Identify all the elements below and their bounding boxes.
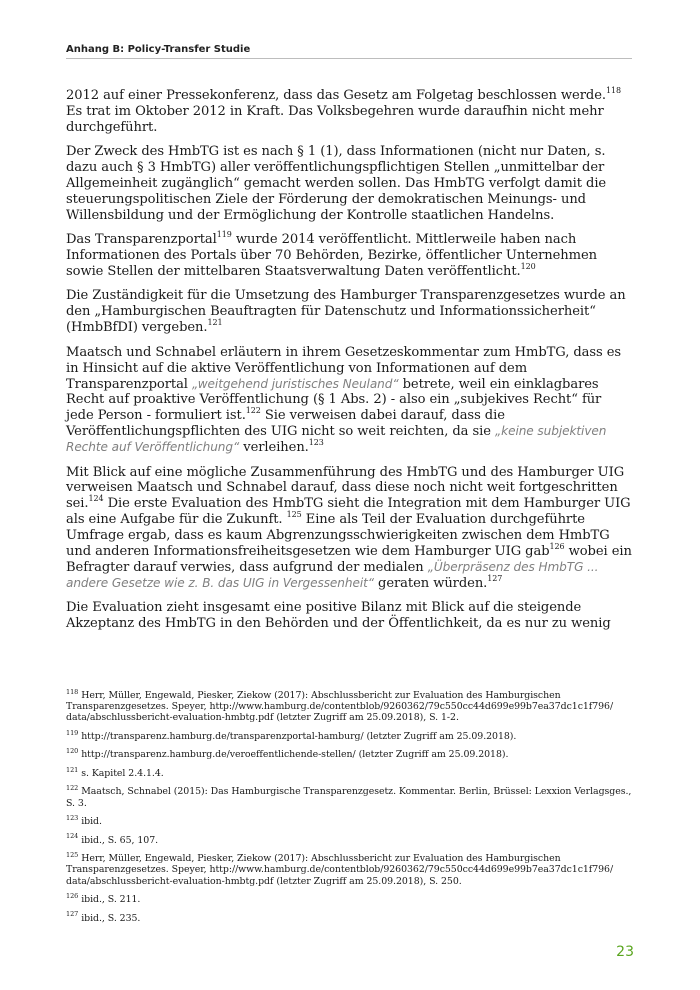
footnote-number: 125	[66, 850, 79, 859]
paragraph	[66, 288, 632, 336]
footnote	[66, 910, 632, 924]
text-run: geraten würden.	[373, 575, 488, 591]
text-run: Sie verweisen dabei darauf, dass die Veröffentlichungspflichten des UIG nicht so weit reichten, da sie	[66, 408, 505, 440]
footnote-ref[interactable]: 127	[487, 573, 503, 583]
footnote-ref[interactable]: 119	[216, 229, 232, 239]
footnote-text: ibid., S. 235.	[78, 912, 141, 924]
footnote-ref[interactable]: 124	[88, 493, 104, 503]
footnote	[66, 786, 632, 808]
footnote-ref[interactable]: 123	[308, 437, 324, 447]
footnote-number: 119	[66, 728, 79, 737]
footnote	[66, 850, 632, 887]
footnote-text: Maatsch, Schnabel (2015): Das Hamburgische Transparenzgesetz. Kommentar. Berlin, Brüssel: Lexxion Verlagsges., S. 3.	[66, 786, 632, 809]
text-run: wurde 2014 veröffentlicht. Mittlerweile haben nach Informationen des Portals über 70 Behörden, Bezirke, öffentlicher Unternehmen sowie Stellen der mittelbaren Staatsverwaltung Daten veröffentlicht.	[66, 232, 597, 280]
footnote-ref[interactable]: 125	[286, 509, 302, 519]
footnote-number: 123	[66, 813, 79, 822]
text-run: Eine als Teil der Evaluation durchgeführte Umfrage ergab, dass es kaum Abgrenzungsschwierigkeiten zwischen dem HmbTG und anderen Informationsfreiheitsgesetzen wie dem Hamburger UIG gab	[66, 512, 610, 560]
footnote-ref[interactable]: 121	[207, 317, 223, 327]
text-run: wobei ein Befragter darauf verwies, dass aufgrund der medialen	[66, 544, 632, 575]
text-run: Der Zweck des HmbTG ist es nach § 1 (1), dass Informationen (nicht nur Daten, s. dazu auch § 3 HmbTG) aller veröffentlichungspflichtigen Stellen „unmittelbar der Allgemeinheit zugänglich“ gemacht werden sollen. Das HmbTG verfolgt damit die steuerungspolitischen Ziele der Förderung der demokratischen Meinungs- und Willensbildung und der Ermöglichung der Kontrolle staatlichen Handelns.	[66, 144, 607, 223]
footnote-number: 121	[66, 765, 79, 774]
text-run: Maatsch und Schnabel erläutern in ihrem Gesetzeskommentar zum HmbTG, dass es in Hinsicht auf die aktive Veröffentlichung von Informationen auf dem Transparenzportal	[66, 344, 622, 392]
quote: „keine subjektiven Rechte auf Veröffentlichung“	[66, 424, 607, 455]
footnote	[66, 891, 632, 906]
header-divider	[66, 58, 632, 59]
text-run: 2012 auf einer Pressekonferenz, dass das Gesetz am Folgetag beschlossen werde.	[66, 88, 606, 103]
footnote-text: http://transparenz.hamburg.de/veroeffentlichende-stellen/ (letzter Zugriff am 25.09.2018).	[78, 749, 509, 761]
footnotes	[66, 687, 632, 931]
text-run: Die erste Evaluation des HmbTG sieht die Integration mit dem Hamburger UIG als eine Aufgabe für die Zukunft.	[66, 496, 631, 528]
footnote-ref[interactable]: 126	[549, 541, 565, 551]
footnote	[66, 687, 632, 724]
footnote-number: 126	[66, 891, 79, 900]
footnote-text: ibid.	[78, 816, 102, 828]
text-run: verleihen.	[239, 440, 309, 456]
paragraph	[66, 345, 632, 456]
footnote-ref[interactable]: 118	[605, 85, 621, 95]
footnote-ref[interactable]: 122	[245, 405, 261, 415]
footnote-text: s. Kapitel 2.4.1.4.	[78, 767, 164, 779]
footnote	[66, 749, 632, 760]
footnote	[66, 813, 632, 828]
main-text	[66, 85, 632, 641]
page-number: 23	[616, 944, 634, 960]
running-header: Anhang B: Policy-Transfer Studie	[66, 44, 251, 55]
footnote	[66, 832, 632, 846]
paragraph	[66, 465, 632, 592]
footnote-number: 118	[66, 687, 79, 696]
paragraph	[66, 600, 632, 632]
paragraph	[66, 85, 632, 136]
quote: „Überpräsenz des HmbTG ... andere Gesetze wie z. B. das UIG in Vergessenheit“	[66, 559, 599, 590]
text-run: Es trat im Oktober 2012 in Kraft. Das Volksbegehren wurde daraufhin nicht mehr durchgeführt.	[66, 103, 604, 135]
footnote-number: 120	[66, 747, 79, 756]
text-run: Die Zuständigkeit für die Umsetzung des Hamburger Transparenzgesetzes wurde an den „Hamburgischen Beauftragten für Datenschutz und Informationssicherheit“ (HmbBfDI) vergeben.	[66, 288, 626, 336]
text-run: Die Evaluation zieht insgesamt eine positive Bilanz mit Blick auf die steigende Akzeptanz des HmbTG in den Behörden und der Öffentlichkeit, da es nur zu wenig	[66, 600, 611, 632]
footnote	[66, 728, 632, 742]
paragraph	[66, 144, 632, 224]
footnote-text: Herr, Müller, Engewald, Piesker, Ziekow (2017): Abschlussbericht zur Evaluation des Hamburgischen Transparenzgesetzes. Speyer, http://www.hamburg.de/contentblob/9260362/79c550cc44d699e99b7ea37dc1c1f796/ data/abschlussbericht-evaluation-hmbtg.pdf (letzter Zugriff am 25.09.2018), S. 250.	[66, 853, 614, 887]
text-run: Das Transparenzportal	[66, 232, 217, 248]
footnote-text: Herr, Müller, Engewald, Piesker, Ziekow (2017): Abschlussbericht zur Evaluation des Hamburgischen Transparenzgesetzes. Speyer, http://www.hamburg.de/contentblob/9260362/79c550cc44d699e99b7ea37dc1c1f796/ data/abschlussbericht-evaluation-hmbtg.pdf (letzter Zugriff am 25.09.2018), S. 1-2.	[66, 690, 614, 724]
footnote-text: ibid., S. 211.	[78, 894, 141, 906]
text-run: Mit Blick auf eine mögliche Zusammenführung des HmbTG und des Hamburger UIG verweisen Maatsch und Schnabel darauf, dass diese noch nicht weit fortgeschritten sei.	[66, 464, 625, 512]
footnote-number: 122	[66, 784, 79, 793]
text-run: betrete, weil ein einklagbares Recht auf proaktive Veröffentlichung (§ 1 Abs. 2) - also ein „subjekives Recht“ für jede Person - formuliert ist.	[66, 376, 602, 424]
quote: „weitgehend juristisches Neuland“	[191, 376, 399, 391]
footnote-text: ibid., S. 65, 107.	[78, 834, 159, 846]
footnote-ref[interactable]: 120	[520, 261, 536, 271]
footnote-text: http://transparenz.hamburg.de/transparenzportal-hamburg/ (letzter Zugriff am 25.09.2018).	[78, 730, 517, 742]
footnote	[66, 765, 632, 779]
paragraph	[66, 229, 632, 280]
footnote-number: 127	[66, 910, 79, 919]
footnote-number: 124	[66, 832, 79, 841]
